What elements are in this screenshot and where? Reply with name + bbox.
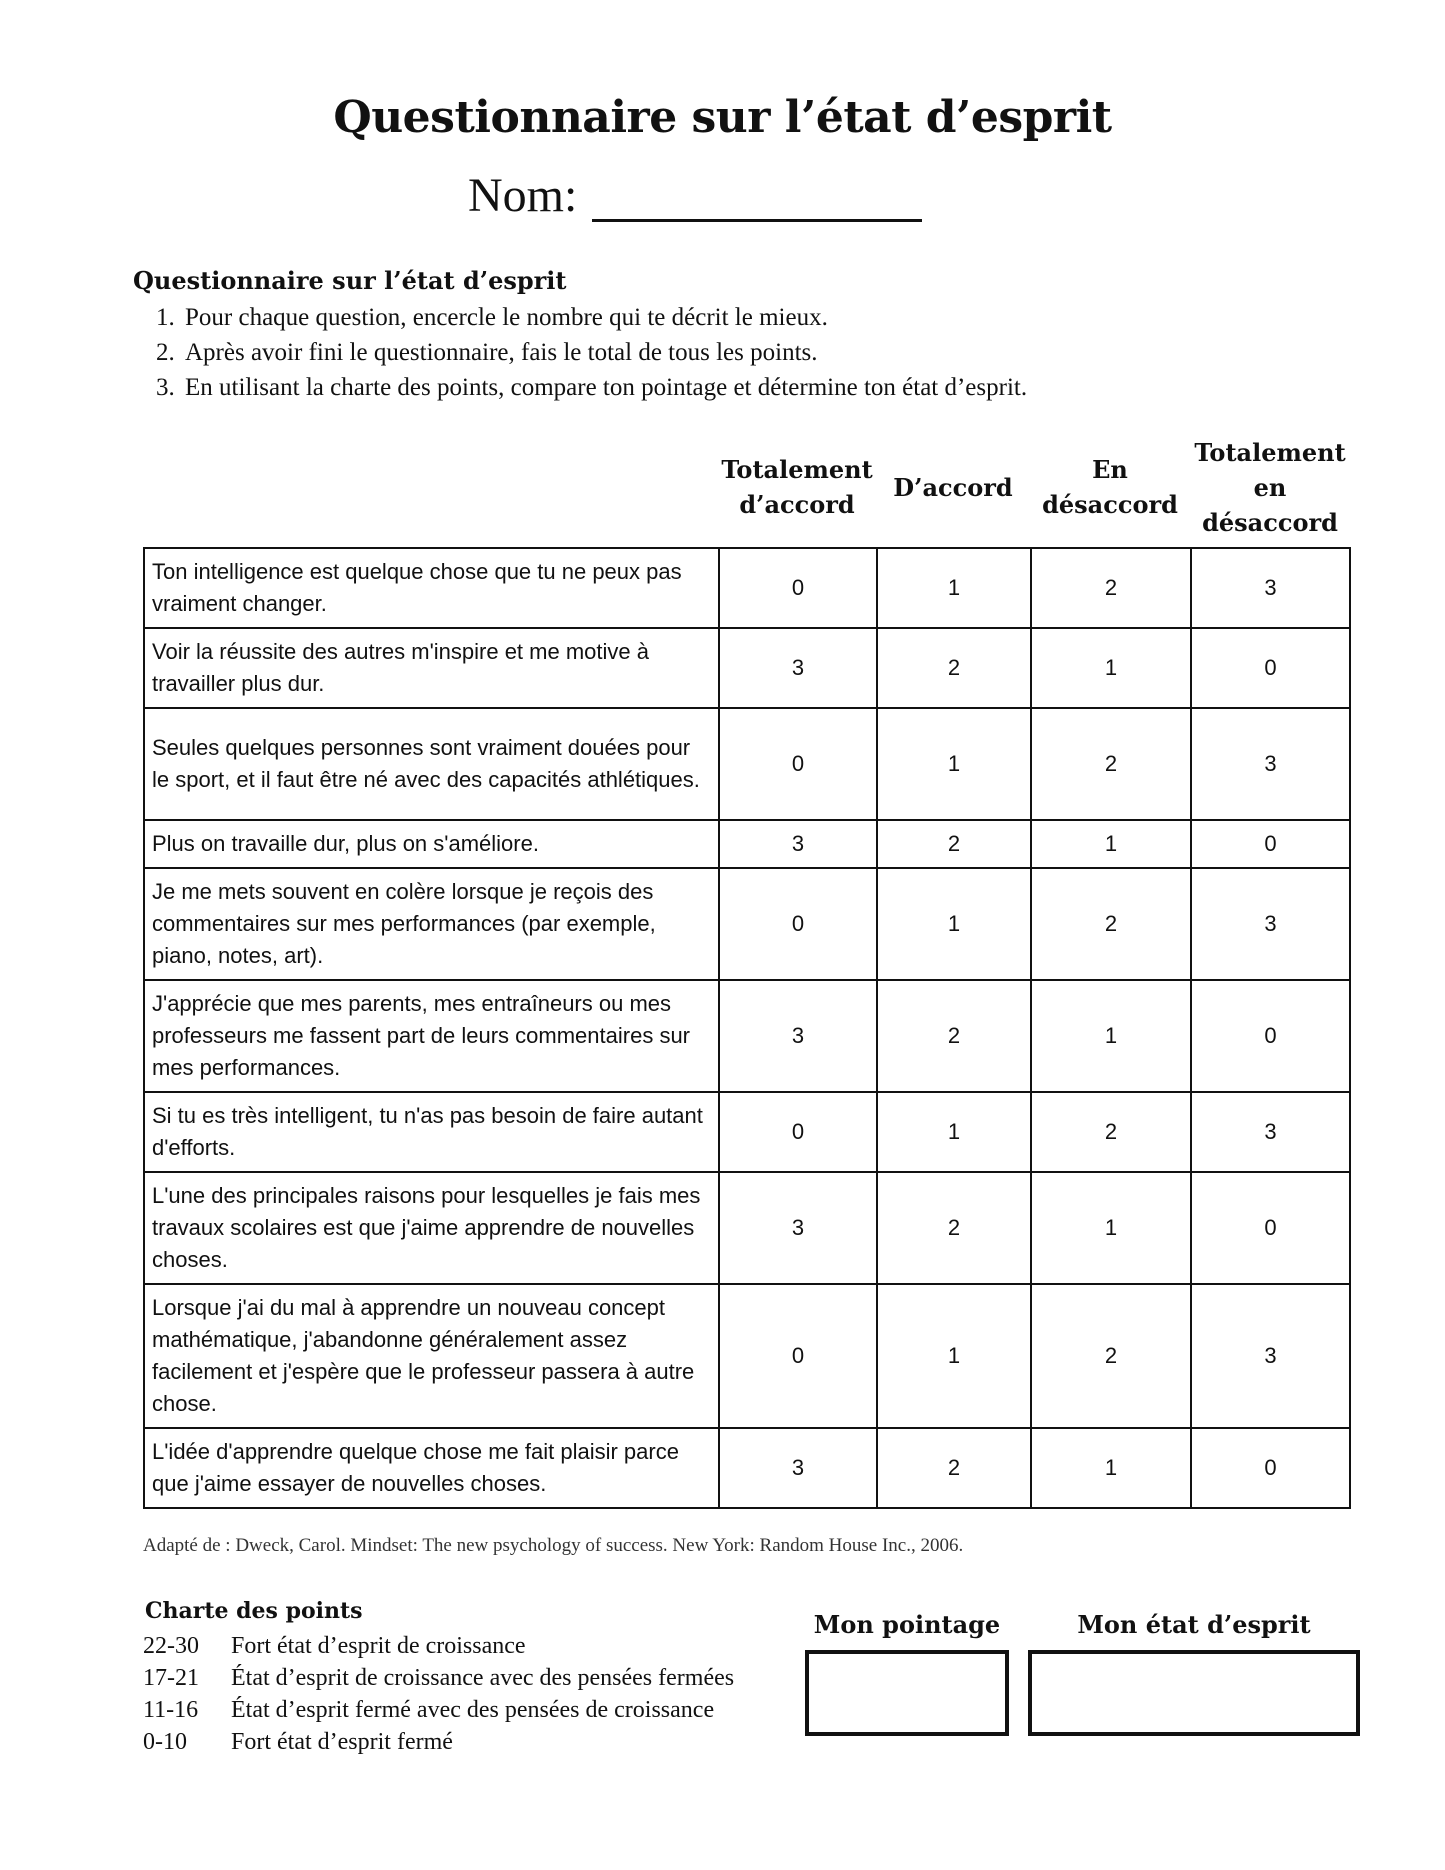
score-cell[interactable]: 1 [877, 1284, 1031, 1428]
points-range: 17-21 [143, 1665, 199, 1691]
score-cell[interactable]: 3 [719, 1172, 877, 1284]
score-cell[interactable]: 3 [1191, 1284, 1350, 1428]
points-label: État d’esprit de croissance avec des pensées fermées [231, 1665, 735, 1691]
score-cell[interactable]: 2 [1031, 708, 1191, 820]
name-label: Nom: [468, 169, 578, 222]
score-cell[interactable]: 2 [877, 820, 1031, 868]
score-cell[interactable]: 2 [877, 1172, 1031, 1284]
statement-cell: Seules quelques personnes sont vraiment douées pour le sport, et il faut être né avec des capacités athlétiques. [144, 708, 719, 820]
score-cell[interactable]: 2 [1031, 1284, 1191, 1428]
name-field[interactable] [592, 219, 922, 222]
score-cell[interactable]: 3 [1191, 548, 1350, 628]
score-cell[interactable]: 3 [1191, 708, 1350, 820]
points-chart-row [143, 1726, 734, 1758]
statement-cell: L'idée d'apprendre quelque chose me fait plaisir parce que j'aime essayer de nouvelles choses. [144, 1428, 719, 1508]
points-chart-row [143, 1662, 734, 1694]
score-cell[interactable]: 0 [719, 708, 877, 820]
score-cell[interactable]: 0 [1191, 1428, 1350, 1508]
score-cell[interactable]: 1 [877, 708, 1031, 820]
score-cell[interactable]: 1 [1031, 820, 1191, 868]
score-cell[interactable]: 1 [1031, 1428, 1191, 1508]
points-chart-title: Charte des points [145, 1598, 363, 1624]
table-row [144, 820, 1350, 868]
table-row [144, 628, 1350, 708]
points-chart-row [143, 1694, 734, 1726]
score-cell[interactable]: 1 [1031, 980, 1191, 1092]
score-cell[interactable]: 2 [877, 628, 1031, 708]
score-cell[interactable]: 3 [719, 980, 877, 1092]
instruction-item: 2. Après avoir fini le questionnaire, fais le total de tous les points. [181, 335, 1027, 370]
table-row [144, 1092, 1350, 1172]
score-cell[interactable]: 2 [877, 1428, 1031, 1508]
score-cell[interactable]: 0 [1191, 628, 1350, 708]
statement-cell: Si tu es très intelligent, tu n'as pas besoin de faire autant d'efforts. [144, 1092, 719, 1172]
score-cell[interactable]: 3 [1191, 868, 1350, 980]
score-cell[interactable]: 0 [719, 548, 877, 628]
points-range: 0-10 [143, 1729, 187, 1755]
score-cell[interactable]: 0 [1191, 1172, 1350, 1284]
table-row [144, 1284, 1350, 1428]
mindset-label: Mon état d’esprit [1077, 1610, 1311, 1639]
score-cell[interactable]: 0 [1191, 820, 1350, 868]
score-cell[interactable]: 0 [719, 1092, 877, 1172]
statement-cell: Ton intelligence est quelque chose que tu ne peux pas vraiment changer. [144, 548, 719, 628]
score-cell[interactable]: 0 [719, 868, 877, 980]
points-label: Fort état d’esprit de croissance [231, 1633, 526, 1659]
mindset-box[interactable] [1028, 1650, 1360, 1736]
score-cell[interactable]: 1 [1031, 1172, 1191, 1284]
score-cell[interactable]: 0 [1191, 980, 1350, 1092]
score-cell[interactable]: 2 [1031, 868, 1191, 980]
table-row [144, 980, 1350, 1092]
points-chart-row [143, 1630, 734, 1662]
score-box[interactable] [805, 1650, 1009, 1736]
instructions-list [151, 300, 1027, 405]
questionnaire-table [143, 547, 1351, 1509]
statement-cell: L'une des principales raisons pour lesquelles je fais mes travaux scolaires est que j'aime apprendre de nouvelles choses. [144, 1172, 719, 1284]
points-range: 11-16 [143, 1697, 199, 1723]
page-title: Questionnaire sur l’état d’esprit [333, 92, 1112, 143]
source-credit: Adapté de : Dweck, Carol. Mindset: The new psychology of success. New York: Random House Inc., 2006. [143, 1535, 964, 1556]
statement-cell: Voir la réussite des autres m'inspire et me motive à travailler plus dur. [144, 628, 719, 708]
points-chart [143, 1630, 734, 1758]
score-cell[interactable]: 3 [719, 628, 877, 708]
score-cell[interactable]: 2 [877, 980, 1031, 1092]
points-label: État d’esprit fermé avec des pensées de croissance [231, 1697, 715, 1723]
points-range: 22-30 [143, 1633, 199, 1659]
points-label: Fort état d’esprit fermé [231, 1729, 453, 1755]
table-row [144, 1172, 1350, 1284]
score-cell[interactable]: 2 [1031, 1092, 1191, 1172]
statement-cell: J'apprécie que mes parents, mes entraîneurs ou mes professeurs me fassent part de leurs commentaires sur mes performances. [144, 980, 719, 1092]
column-header-agree: D’accord [893, 472, 1013, 502]
score-cell[interactable]: 1 [877, 868, 1031, 980]
instruction-item: 3. En utilisant la charte des points, compare ton pointage et détermine ton état d’esprit. [181, 370, 1027, 405]
score-cell[interactable]: 1 [877, 548, 1031, 628]
score-cell[interactable]: 0 [719, 1284, 877, 1428]
score-cell[interactable]: 1 [877, 1092, 1031, 1172]
table-row [144, 548, 1350, 628]
statement-cell: Lorsque j'ai du mal à apprendre un nouveau concept mathématique, j'abandonne généralement assez facilement et j'espère que le professeur passera à autre chose. [144, 1284, 719, 1428]
table-row [144, 1428, 1350, 1508]
instructions-title: Questionnaire sur l’état d’esprit [133, 266, 567, 295]
statement-cell: Plus on travaille dur, plus on s'améliore. [144, 820, 719, 868]
score-cell[interactable]: 3 [719, 1428, 877, 1508]
score-label: Mon pointage [813, 1610, 1001, 1639]
score-cell[interactable]: 3 [1191, 1092, 1350, 1172]
column-header-totally-agree: Totalement d’accord [721, 455, 873, 519]
score-cell[interactable]: 2 [1031, 548, 1191, 628]
instruction-item: 1. Pour chaque question, encercle le nombre qui te décrit le mieux. [181, 300, 1027, 335]
statement-cell: Je me mets souvent en colère lorsque je reçois des commentaires sur mes performances (par exemple, piano, notes, art). [144, 868, 719, 980]
score-cell[interactable]: 1 [1031, 628, 1191, 708]
table-row [144, 708, 1350, 820]
table-row [144, 868, 1350, 980]
score-cell[interactable]: 3 [719, 820, 877, 868]
column-header-disagree: En désaccord [1042, 455, 1178, 519]
column-header-totally-disagree: Totalement en désaccord [1194, 437, 1346, 537]
